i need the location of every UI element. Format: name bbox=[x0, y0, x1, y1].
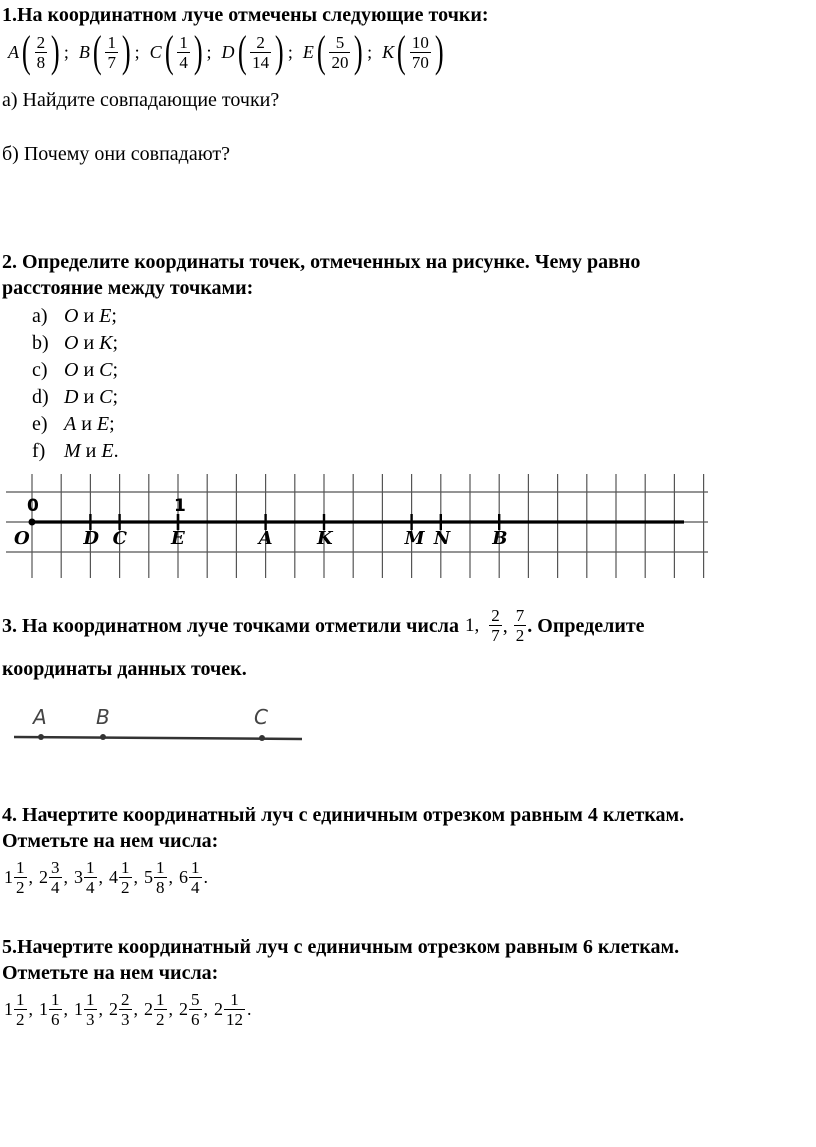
task1-question-b: б) Почему они совпадают? bbox=[2, 143, 231, 165]
task5-title-line1: 5.Начертите координатный луч с единичным отрезком равным 6 клеткам. bbox=[2, 936, 680, 958]
task4-number-6: 6 $\frac{1}{4}$ . bbox=[179, 858, 208, 897]
task5-title-line2: Отметьте на нем числа: bbox=[2, 962, 219, 984]
task2-item-d: d) D и C; bbox=[32, 386, 119, 408]
task5-number-4: 2 $\frac{2}{3}$ , bbox=[109, 990, 138, 1029]
ray-label-c: C bbox=[112, 528, 127, 549]
task2-title-line1: 2. Определите координаты точек, отмеченных на рисунке. Чему равно bbox=[2, 251, 641, 273]
task5-number-3: 1 $\frac{1}{3}$ , bbox=[74, 990, 103, 1029]
ray-label-d: D bbox=[83, 528, 100, 549]
task2-item-b: b) O и K; bbox=[32, 332, 119, 354]
tick-label-one: 1 bbox=[174, 496, 186, 516]
task5-number-2: 1 $\frac{1}{6}$ , bbox=[39, 990, 68, 1029]
tick-label-zero: 0 bbox=[27, 496, 39, 516]
ray-label-n: N bbox=[433, 528, 451, 549]
point-e: E ( $\frac{5}{20}$ ) ; bbox=[302, 27, 373, 76]
task5-number-5: 2 $\frac{1}{2}$ , bbox=[144, 990, 173, 1029]
task2-grid-figure bbox=[0, 470, 720, 580]
ray-point-labels bbox=[14, 528, 507, 549]
point-c: C ( $\frac{1}{4}$ ) ; bbox=[149, 27, 212, 76]
task5-numbers bbox=[4, 990, 258, 1029]
ray-label-m: M bbox=[404, 528, 425, 549]
task3-ray-line bbox=[14, 737, 302, 739]
task2-title-line2: расстояние между точками: bbox=[2, 277, 254, 299]
point-k: K ( $\frac{10}{70}$ ) bbox=[382, 27, 444, 76]
task1-question-a: а) Найдите совпадающие точки? bbox=[2, 89, 280, 111]
task3-label-a: A bbox=[33, 705, 47, 729]
ray-label-a: A bbox=[258, 528, 273, 549]
ray-origin-dot bbox=[29, 519, 36, 526]
task4-number-2: 2 $\frac{3}{4}$ , bbox=[39, 858, 68, 897]
task5-number-6: 2 $\frac{5}{6}$ , bbox=[179, 990, 208, 1029]
task5-number-7: 2 $\frac{1}{12}$ . bbox=[214, 990, 252, 1029]
ray-label-o: O bbox=[14, 528, 30, 549]
task1-title: 1.На координатном луче отмечены следующие точки: bbox=[2, 4, 489, 26]
grid-lines bbox=[6, 474, 708, 578]
task4-title-line1: 4. Начертите координатный луч с единичным отрезком равным 4 клеткам. bbox=[2, 804, 685, 826]
task3-point-c-dot bbox=[259, 735, 265, 741]
ray-label-k: K bbox=[317, 528, 333, 549]
task5-number-1: 1 $\frac{1}{2}$ , bbox=[4, 990, 33, 1029]
point-a: A ( $\frac{2}{8}$ ) ; bbox=[8, 27, 69, 76]
task4-number-1: 1 $\frac{1}{2}$ , bbox=[4, 858, 33, 897]
task3-ray-figure bbox=[0, 700, 320, 750]
task3-title-line2: координаты данных точек. bbox=[2, 658, 247, 680]
ray-label-b: B bbox=[492, 528, 508, 549]
task3-label-b: B bbox=[96, 705, 110, 729]
task3-title: 3. На координатном луче точками отметили числа 1, $\frac{2}{7}$ , $\frac{7}{2}$ . Определите bbox=[2, 606, 645, 645]
task4-title-line2: Отметьте на нем числа: bbox=[2, 830, 219, 852]
task4-number-3: 3 $\frac{1}{4}$ , bbox=[74, 858, 103, 897]
task2-item-f: f) M и E. bbox=[32, 440, 119, 462]
task4-numbers bbox=[4, 858, 214, 897]
task2-item-c: c) O и C; bbox=[32, 359, 119, 381]
task1-points bbox=[4, 27, 453, 76]
task2-items bbox=[32, 303, 119, 465]
task3-label-c: C bbox=[254, 705, 268, 729]
task2-item-a: a) O и E; bbox=[32, 305, 117, 327]
task4-number-5: 5 $\frac{1}{8}$ , bbox=[144, 858, 173, 897]
task3-point-b-dot bbox=[100, 734, 106, 740]
task3-point-a-dot bbox=[38, 734, 44, 740]
ray-label-e: E bbox=[171, 528, 185, 549]
task4-number-4: 4 $\frac{1}{2}$ , bbox=[109, 858, 138, 897]
task2-item-e: e) A и E; bbox=[32, 413, 115, 435]
point-d: D ( $\frac{2}{14}$ ) ; bbox=[221, 27, 293, 76]
point-b: B ( $\frac{1}{7}$ ) ; bbox=[78, 27, 140, 76]
